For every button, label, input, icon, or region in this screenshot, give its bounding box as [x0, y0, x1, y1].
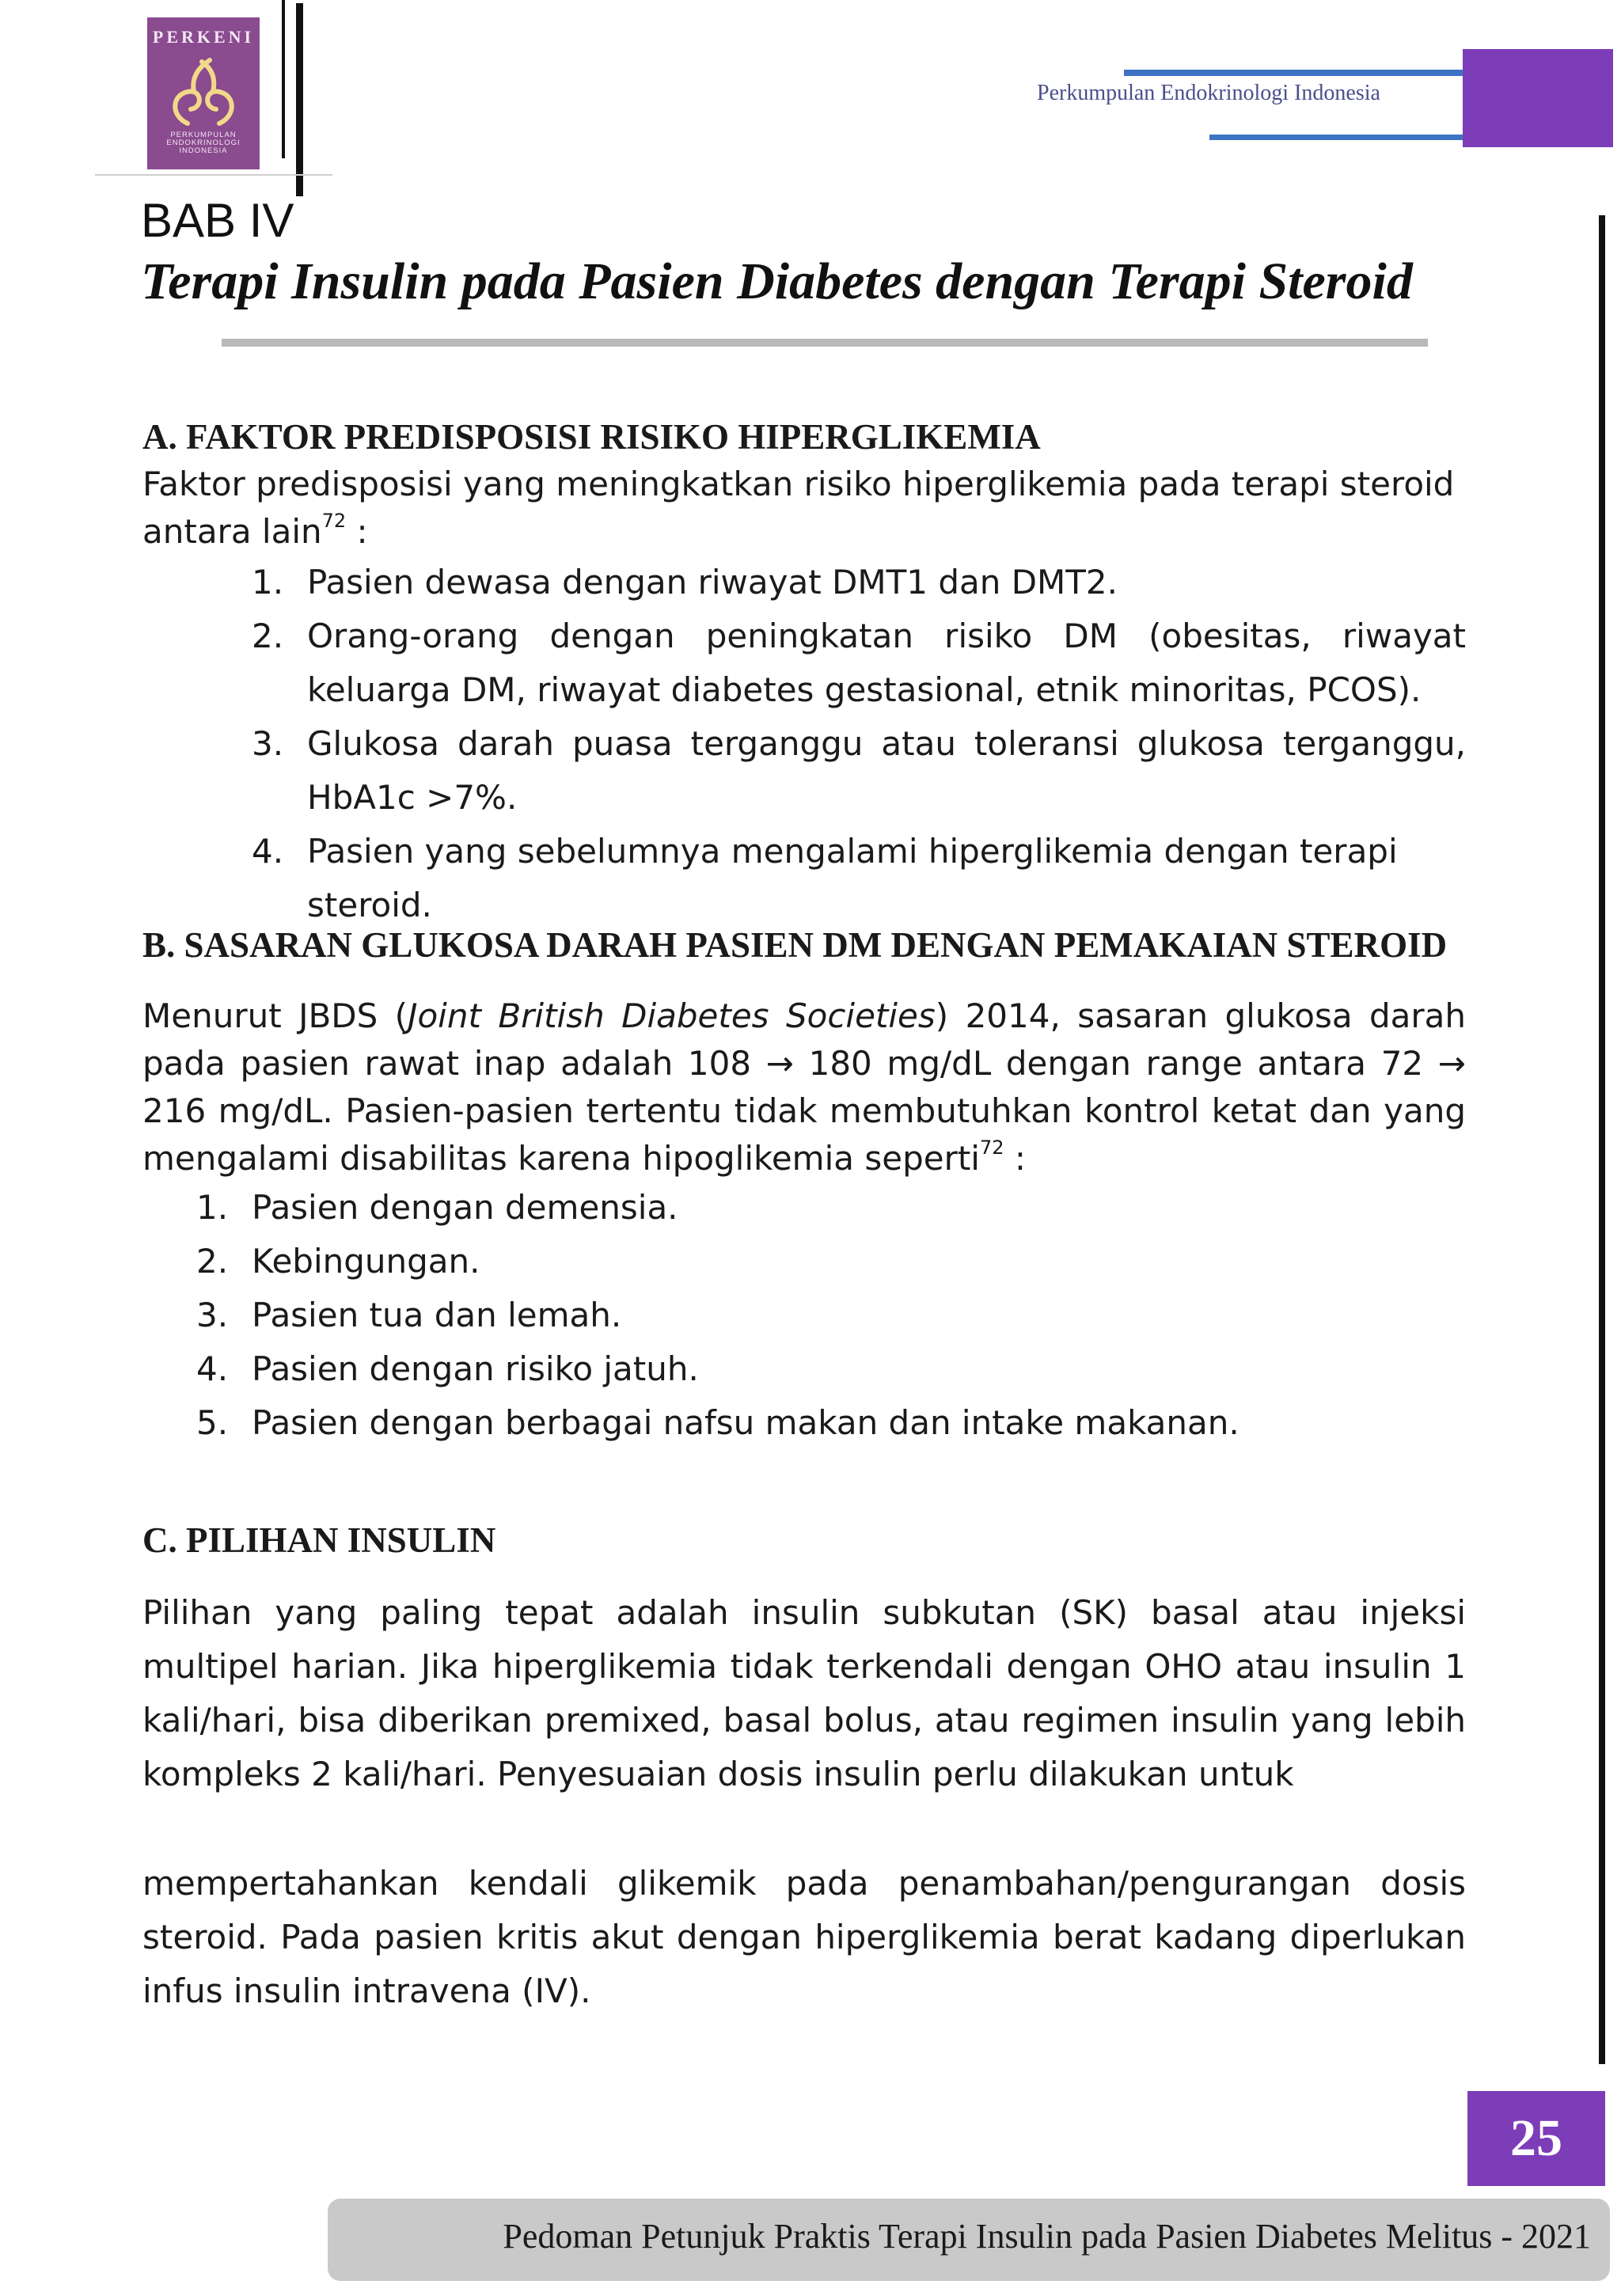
- page-number: 25: [1510, 2109, 1562, 2167]
- list-item: 2. Orang-orang dengan peningkatan risiko DM (obesitas, riwayat keluarga DM, riwayat diabetes gestasional, etnik minoritas, PCOS).: [252, 617, 1466, 709]
- list-item: 2. Kebingungan.: [196, 1242, 480, 1281]
- list-item: 4. Pasien dengan risiko jatuh.: [196, 1349, 699, 1388]
- header-underline: [95, 174, 332, 176]
- list-item: 5. Pasien dengan berbagai nafsu makan dan intake makanan.: [196, 1403, 1239, 1442]
- section-c-paragraph-1: Pilihan yang paling tepat adalah insulin subkutan (SK) basal atau injeksi multipel harian. Jika hiperglikemia tidak terkendali dengan OHO atau insulin 1 kali/hari, bisa diberikan premixed, basal bolus, atau regimen insulin yang lebih kompleks 2 kali/hari. Penyesuaian dosis insulin perlu dilakukan untuk: [142, 1593, 1466, 1793]
- page-number-box: [1467, 2091, 1605, 2186]
- list-item: 1. Pasien dewasa dengan riwayat DMT1 dan DMT2.: [252, 563, 1118, 602]
- section-a-list: [252, 556, 1466, 932]
- footer-book-title: Pedoman Petunjuk Praktis Terapi Insulin pada Pasien Diabetes Melitus - 2021: [503, 2217, 1591, 2256]
- section-a-intro: Faktor predisposisi yang meningkatkan risiko hiperglikemia pada terapi steroid antara lain$^{72}$ :: [142, 465, 1455, 551]
- list-item: 3. Glukosa darah puasa terganggu atau toleransi glukosa terganggu, HbA1c >7%.: [252, 724, 1466, 817]
- header-accent-block: [1463, 49, 1613, 147]
- footer-bar: [328, 2199, 1610, 2281]
- perkeni-logo: [147, 17, 260, 169]
- logo-subtext: PERKUMPULAN ENDOKRINOLOGI INDONESIA: [166, 131, 241, 155]
- list-item: 3. Pasien tua dan lemah.: [196, 1296, 622, 1334]
- title-underline: [222, 339, 1428, 347]
- logo-text: PERKENI: [152, 27, 255, 47]
- list-item: 1. Pasien dengan demensia.: [196, 1188, 678, 1227]
- header-rule: [1124, 70, 1471, 76]
- page-margin-rule: [1599, 215, 1605, 2064]
- section-c-paragraph-2: mempertahankan kendali glikemik pada penambahan/pengurangan dosis steroid. Pada pasien kritis akut dengan hiperglikemia berat kadang diperlukan infus insulin intravena (IV).: [142, 1864, 1466, 2010]
- perkeni-emblem-icon: [164, 52, 243, 128]
- section-b-heading: B. SASARAN GLUKOSA DARAH PASIEN DM DENGAN PEMAKAIAN STEROID: [142, 925, 1448, 965]
- header-divider: [282, 0, 285, 158]
- section-a-heading: A. FAKTOR PREDISPOSISI RISIKO HIPERGLIKEMIA: [142, 417, 1041, 457]
- section-b-paragraph: Menurut JBDS (Joint British Diabetes Societies) 2014, sasaran glukosa darah pada pasien rawat inap adalah 108 → 180 mg/dL dengan range antara 72 → 216 mg/dL. Pasien-pasien tertentu tidak membutuhkan kontrol ketat dan yang mengalami disabilitas karena hipoglikemia seperti$^{72}$ :: [142, 996, 1467, 1178]
- section-b-list: [196, 1181, 1466, 1450]
- section-c-heading: C. PILIHAN INSULIN: [142, 1520, 496, 1560]
- chapter-label: BAB IV: [141, 194, 294, 247]
- chapter-title: Terapi Insulin pada Pasien Diabetes dengan Terapi Steroid: [141, 252, 1413, 310]
- organization-name: Perkumpulan Endokrinologi Indonesia: [1037, 81, 1380, 105]
- header-divider: [296, 3, 303, 196]
- list-item: 4. Pasien yang sebelumnya mengalami hiperglikemia dengan terapi steroid.: [252, 832, 1398, 924]
